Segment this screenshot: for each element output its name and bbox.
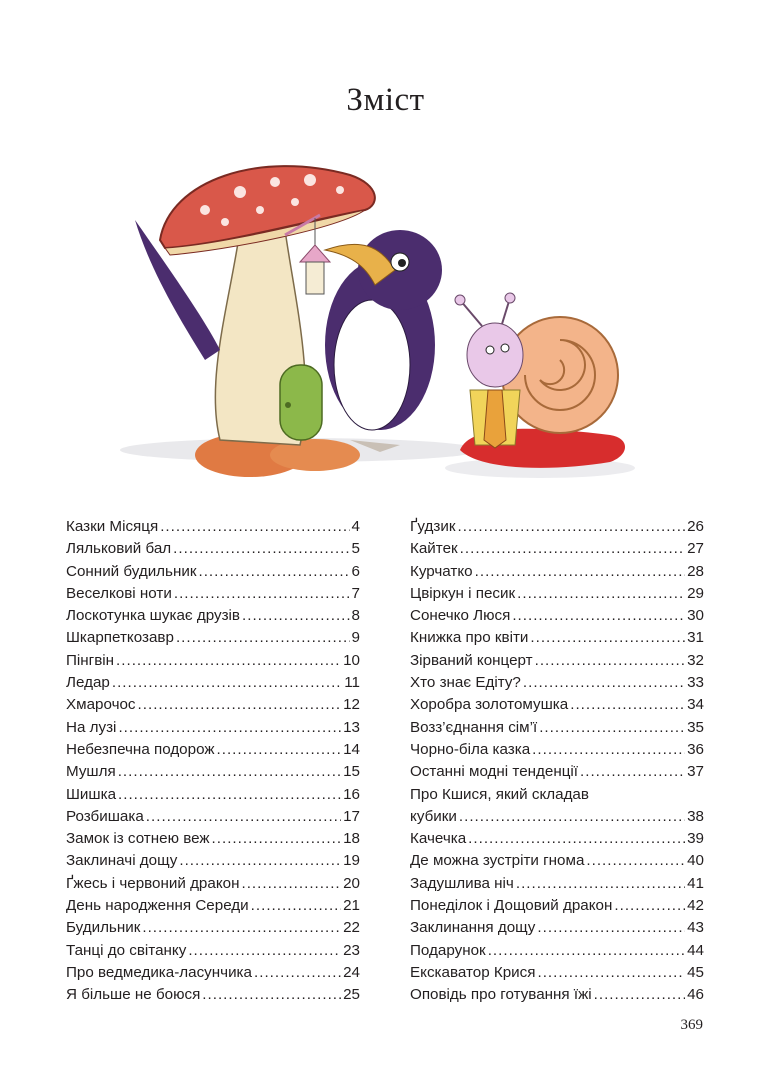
toc-entry-page: 43 [687, 919, 704, 937]
toc-leader-dots [517, 583, 685, 605]
toc-entry [410, 895, 704, 917]
toc-entry-page: 9 [351, 629, 360, 647]
toc-entry-page: 19 [343, 852, 360, 870]
toc-leader-dots [198, 561, 349, 583]
toc-leader-dots [614, 895, 685, 917]
toc-leader-dots [160, 516, 349, 538]
toc-entry-page: 23 [343, 941, 360, 959]
toc-leader-dots [537, 917, 685, 939]
toc-entry [66, 650, 360, 672]
toc-entry-title: Шишка [66, 785, 117, 803]
toc-entry-page: 32 [687, 651, 704, 669]
toc-entry [410, 739, 704, 761]
toc-entry-page: 25 [343, 986, 360, 1004]
toc-entry-title: Чорно-біла казка [410, 740, 531, 758]
toc-leader-dots [475, 561, 685, 583]
toc-entry-title: Замок із сотнею веж [66, 830, 210, 848]
toc-leader-dots [468, 828, 685, 850]
toc-entry-page: 4 [351, 518, 360, 535]
toc-entry-page: 42 [687, 897, 704, 915]
toc-entry [410, 761, 704, 783]
toc-entry [66, 739, 360, 761]
toc-entry-page: 12 [343, 696, 360, 714]
toc-entry-title: Кайтек [410, 540, 458, 558]
toc-entry-page: 14 [343, 740, 360, 758]
page-title: Зміст [346, 82, 425, 118]
snail-icon [455, 293, 625, 468]
toc-entry-title: Курчатко [410, 562, 473, 580]
toc-entry [410, 538, 704, 560]
toc-leader-dots [188, 940, 341, 962]
toc-entry-title: Я більше не боюся [66, 986, 201, 1004]
toc-entry-page: 41 [687, 874, 704, 892]
toc-leader-dots [241, 873, 341, 895]
toc-entry [66, 717, 360, 739]
toc-entry [410, 828, 704, 850]
toc-leader-dots [580, 761, 685, 783]
toc-entry-page: 5 [351, 540, 360, 558]
toc-entry [410, 605, 704, 627]
toc-entry [410, 984, 704, 1006]
toc-entry [66, 516, 360, 538]
toc-entry [410, 940, 704, 962]
toc-entry-page: 30 [687, 607, 704, 625]
toc-leader-dots [459, 806, 685, 828]
toc-entry-page: 26 [687, 518, 704, 535]
toc-entry-page: 27 [687, 540, 704, 558]
toc-entry-page: 44 [687, 941, 704, 959]
toc-entry [66, 873, 360, 895]
toc-entry-title: Книжка про квіти [410, 629, 529, 647]
toc-entry-page: 39 [687, 830, 704, 848]
toc-entry-title: Мушля [66, 763, 116, 781]
toc-entry-page: 33 [687, 674, 704, 692]
toc-leader-dots [118, 784, 341, 806]
toc-entry-title: Розбишака [66, 807, 144, 825]
toc-leader-dots [116, 650, 341, 672]
toc-entry-page: 11 [344, 674, 360, 692]
toc-entry [66, 605, 360, 627]
toc-leader-dots [539, 717, 685, 739]
toc-entry [410, 717, 704, 739]
toc-entry-page: 45 [687, 963, 704, 981]
toc-entry [66, 962, 360, 984]
toc-entry-title: Понеділок і Дощовий дракон [410, 897, 613, 915]
toc-entry-page: 17 [343, 807, 360, 825]
toc-leader-dots [217, 739, 342, 761]
toc-entry [410, 650, 704, 672]
toc-leader-dots [212, 828, 342, 850]
toc-entry-title: Подарунок [410, 941, 486, 959]
toc-entry [410, 583, 704, 605]
toc-leader-dots [242, 605, 350, 627]
toc-entry-page: 13 [343, 718, 360, 736]
toc-entry-page: 35 [687, 718, 704, 736]
toc-entry [410, 850, 704, 872]
toc-entry-page: 40 [687, 852, 704, 870]
toc-entry [66, 850, 360, 872]
toc-entry-page: 16 [343, 785, 360, 803]
toc-entry-page: 29 [687, 584, 704, 602]
toc-entry-title: На лузі [66, 718, 117, 736]
toc-entry [66, 538, 360, 560]
toc-leader-dots [594, 984, 685, 1006]
toc-leader-dots [202, 984, 341, 1006]
illustration [110, 150, 640, 490]
toc-leader-dots [173, 538, 349, 560]
toc-entry [66, 761, 360, 783]
toc-leader-dots [112, 672, 342, 694]
toc-entry-title: Возз’єднання сім’ї [410, 718, 538, 736]
toc-leader-dots [535, 650, 685, 672]
toc-leader-dots [138, 694, 342, 716]
toc-entry-page: 10 [343, 651, 360, 669]
toc-leader-dots [179, 850, 341, 872]
toc-entry-title-line2: кубики [410, 807, 457, 825]
toc-leader-dots [174, 583, 350, 605]
toc-leader-dots [488, 940, 685, 962]
toc-entry-page: 20 [343, 874, 360, 892]
toc-column-right [410, 516, 704, 1007]
toc-entry-title: Про Кшися, який складав [410, 785, 589, 803]
page-number: 369 [680, 1017, 703, 1033]
toc-entry-page: 22 [343, 919, 360, 937]
toc-entry-title: Про ведмедика-ласунчика [66, 963, 252, 981]
toc-entry-title: Оповідь про готування їжі [410, 986, 592, 1004]
toc-leader-dots [537, 962, 685, 984]
toc-leader-dots [586, 850, 685, 872]
toc-leader-dots [457, 516, 685, 538]
toc-entry [66, 917, 360, 939]
toc-entry [66, 806, 360, 828]
toc-leader-dots [570, 694, 685, 716]
toc-entry-title: Хоробра золотомушка [410, 696, 569, 714]
toc-entry [66, 984, 360, 1006]
toc-entry-page: 18 [343, 830, 360, 848]
toc-entry-page: 37 [687, 763, 704, 781]
toc-entry [66, 627, 360, 649]
toc-leader-dots [142, 917, 341, 939]
toc-leader-dots [251, 895, 341, 917]
toc-entry-title: Веселкові ноти [66, 584, 172, 602]
toc-entry [410, 917, 704, 939]
toc-entry-title: Екскаватор Крися [410, 963, 536, 981]
toc-entry-title: Сонний будильник [66, 562, 197, 580]
toc-entry-title: Казки Місяця [66, 518, 159, 535]
toc-entry [66, 828, 360, 850]
toc-entry [410, 784, 704, 829]
toc-entry [410, 627, 704, 649]
toc-leader-dots [176, 627, 350, 649]
toc-entry-page: 34 [687, 696, 704, 714]
toc-entry-title: День народження Середи [66, 897, 249, 915]
toc-entry-title: Пінгвін [66, 651, 115, 669]
toc-entry [410, 873, 704, 895]
toc-entry-title: Останні модні тенденції [410, 763, 579, 781]
toc-leader-dots [118, 761, 341, 783]
toc-entry-title: Качечка [410, 830, 467, 848]
toc-entry [410, 672, 704, 694]
toc-leader-dots [523, 672, 685, 694]
toc-entry-title: Ґжесь і червоний дракон [66, 874, 240, 892]
toc-leader-dots [516, 873, 685, 895]
toc-column-left [66, 516, 360, 1007]
toc-entry-title: Ледар [66, 674, 110, 692]
toc-entry-page: 46 [687, 986, 704, 1004]
toc-leader-dots [146, 806, 341, 828]
toc-entry-page: 31 [687, 629, 704, 647]
toc-entry-title: Задушлива ніч [410, 874, 514, 892]
toc-entry-page: 6 [351, 562, 360, 580]
toc-entry-title: Сонечко Люся [410, 607, 511, 625]
toc-entry-title: Будильник [66, 919, 141, 937]
toc-entry [410, 962, 704, 984]
toc-leader-dots [530, 627, 685, 649]
toc-entry-page: 36 [687, 740, 704, 758]
toc-leader-dots [512, 605, 685, 627]
toc-entry-page: 28 [687, 562, 704, 580]
toc-entry-page: 38 [687, 807, 704, 825]
toc-entry [66, 561, 360, 583]
toc-leader-dots [254, 962, 341, 984]
toc-entry-title: Ляльковий бал [66, 540, 172, 558]
toc-entry-title: Заклинання дощу [410, 919, 536, 937]
toc-entry-page: 15 [343, 763, 360, 781]
toc-entry-title: Хмарочос [66, 696, 136, 714]
toc-leader-dots [118, 717, 341, 739]
toc-entry-page: 21 [343, 897, 360, 915]
toc-entry-title: Небезпечна подорож [66, 740, 215, 758]
toc-entry [410, 561, 704, 583]
toc-entry-title: Хто знає Едіту? [410, 674, 521, 692]
toc-entry-title: Зірваний концерт [410, 651, 533, 669]
toc-entry-page: 7 [351, 584, 360, 602]
toc-entry-title: Де можна зустріти гнома [410, 852, 585, 870]
toc-entry-title: Ґудзик [410, 518, 456, 535]
toc-entry [66, 940, 360, 962]
toc-leader-dots [532, 739, 685, 761]
toc-entry [66, 672, 360, 694]
toc-entry-title: Лоскотунка шукає друзів [66, 607, 240, 625]
toc-entry-page: 24 [343, 963, 360, 981]
toc-entry [66, 583, 360, 605]
toc-entry-title: Цвіркун і песик [410, 584, 516, 602]
toc-entry-page: 8 [351, 607, 360, 625]
toc-entry-title: Танці до світанку [66, 941, 187, 959]
toc-entry [66, 784, 360, 806]
toc-entry-continuation [410, 806, 704, 828]
toc-entry [410, 516, 704, 538]
toc-entry [66, 694, 360, 716]
toc-entry [410, 694, 704, 716]
toc-entry [66, 895, 360, 917]
toc-leader-dots [460, 538, 685, 560]
toc-entry-title: Заклиначі дощу [66, 852, 178, 870]
toc-entry-title: Шкарпеткозавр [66, 629, 174, 647]
